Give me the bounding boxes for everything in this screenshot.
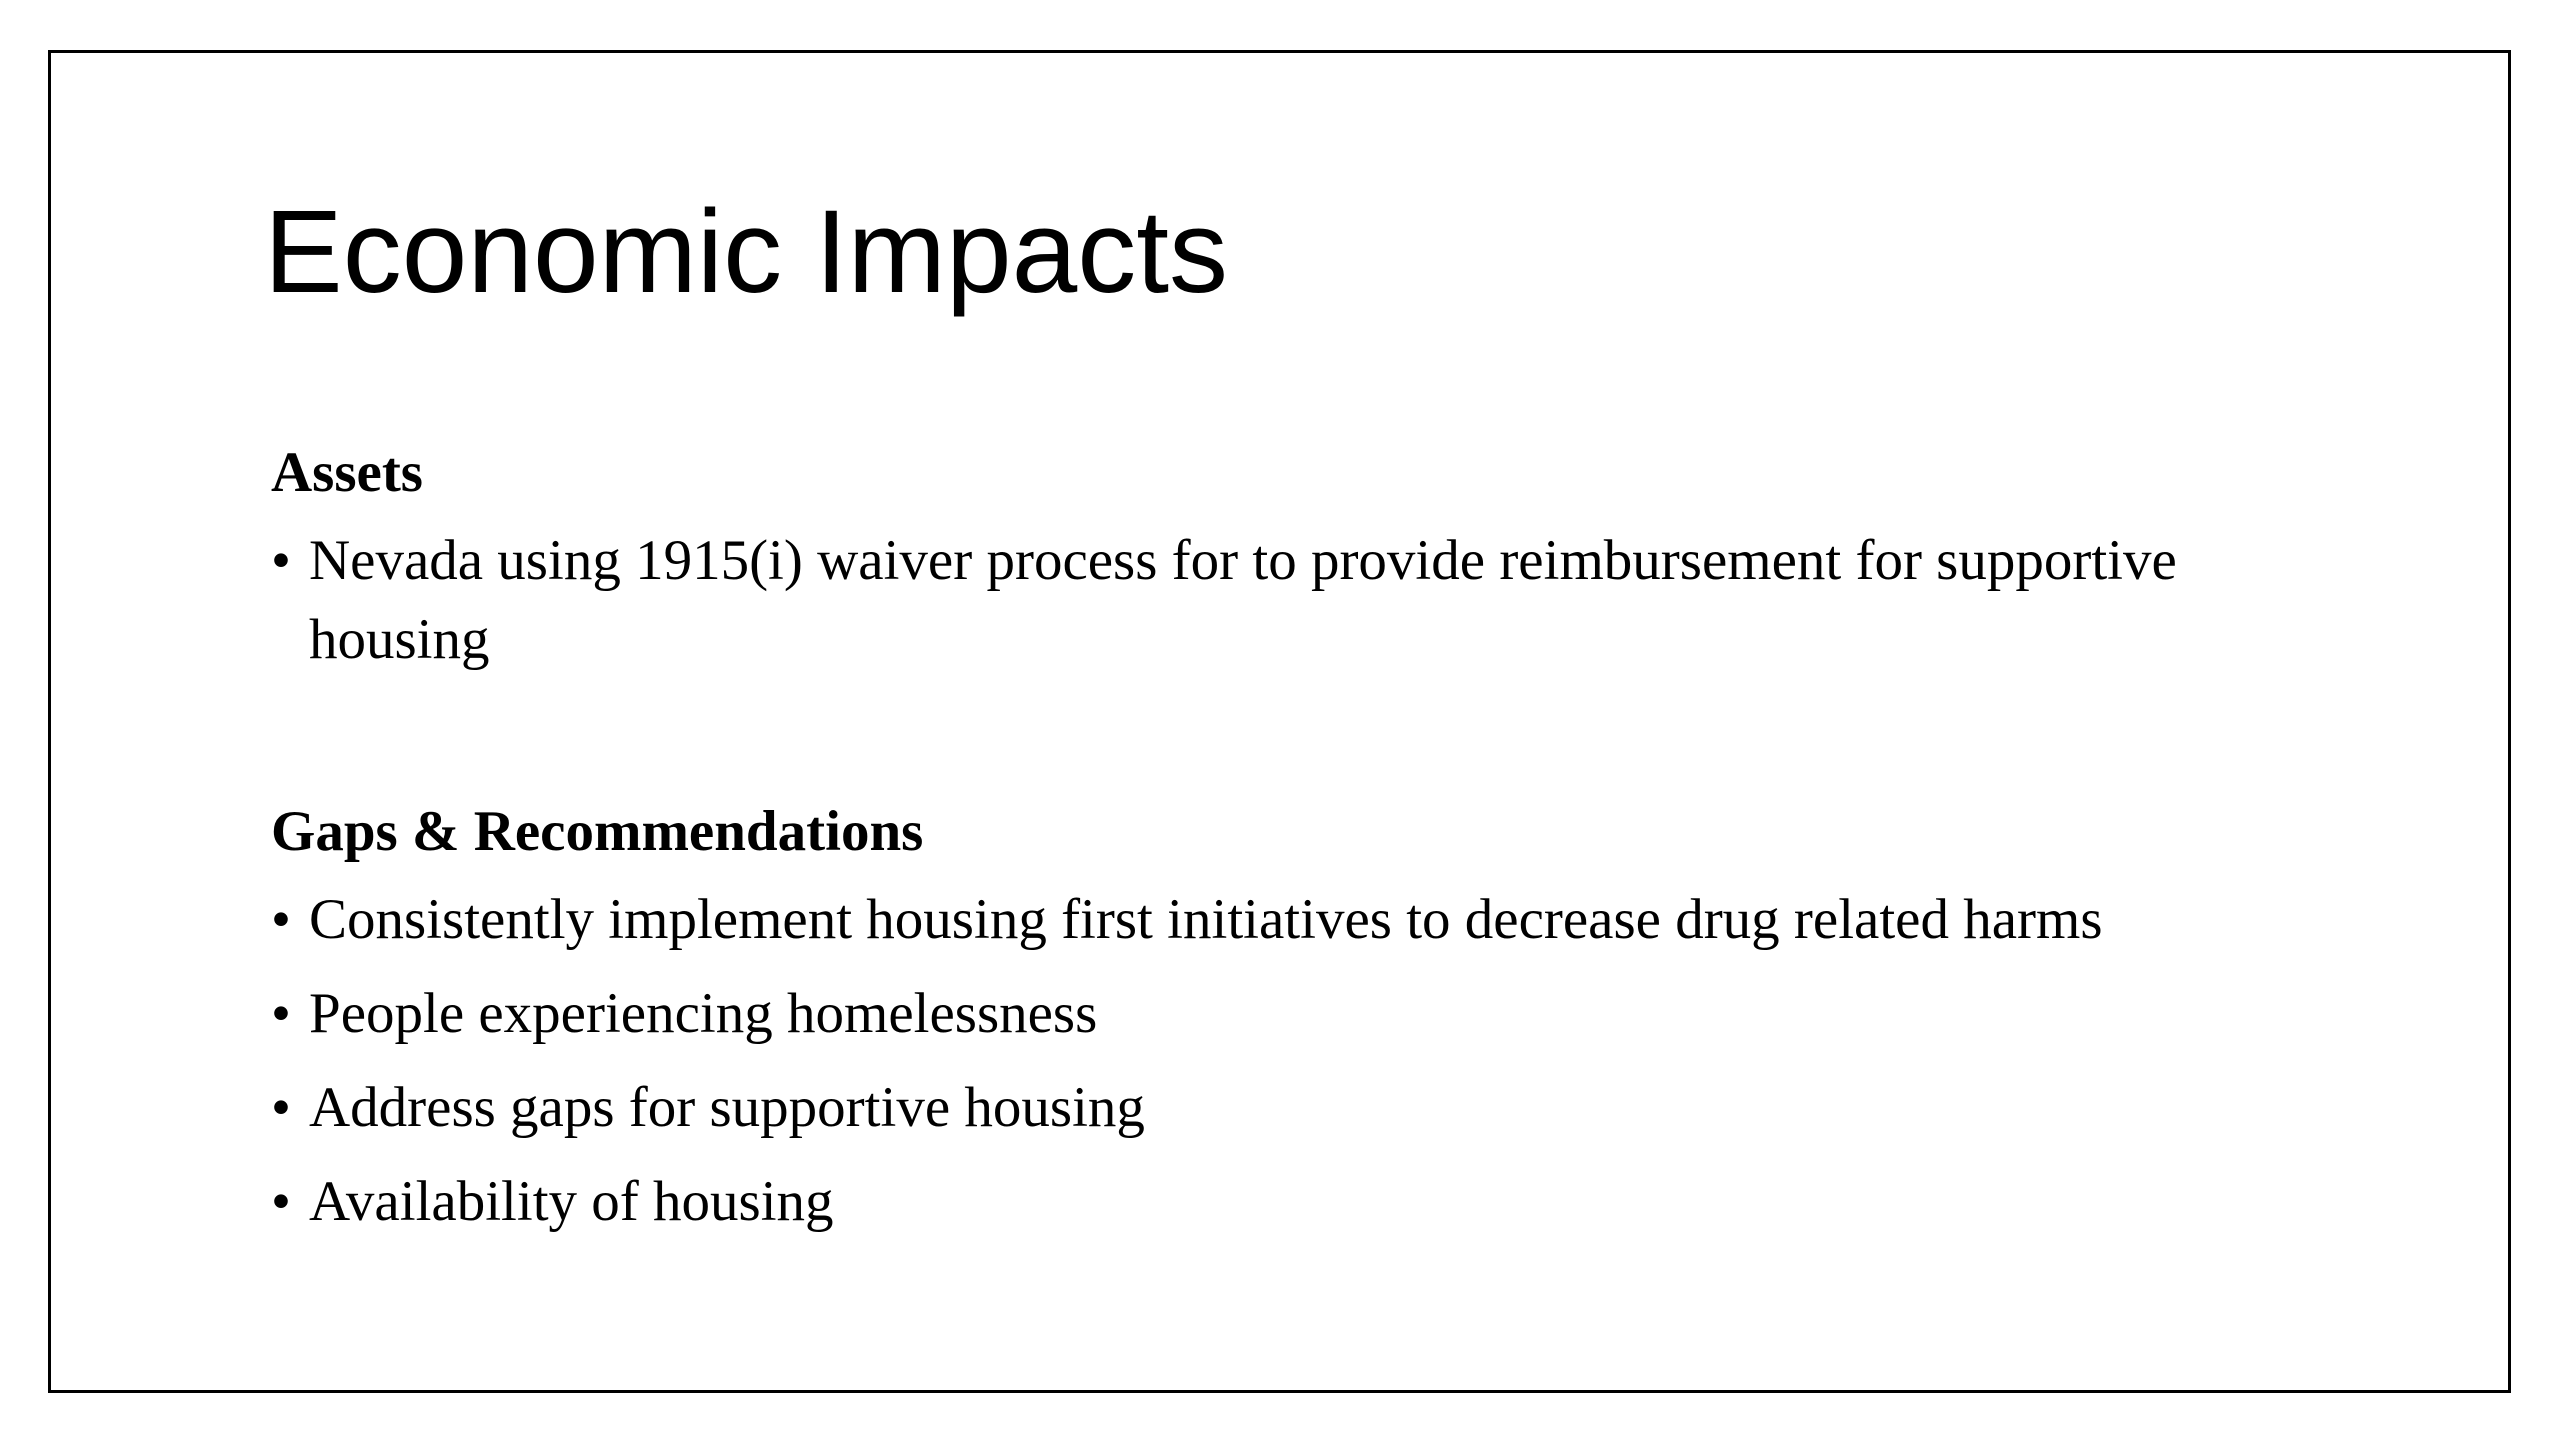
bullet-icon: •	[271, 1170, 291, 1233]
bullet-icon: •	[271, 1076, 291, 1139]
bullet-text: Availability of housing	[309, 1170, 834, 1233]
list-item	[271, 521, 2371, 679]
bullet-icon: •	[271, 529, 291, 592]
section-heading-gaps-recommendations: Gaps & Recommendations	[271, 800, 924, 863]
assets-bullet-list	[271, 521, 2371, 679]
list-item	[271, 880, 2371, 959]
bullet-text: Nevada using 1915(i) waiver process for to provide reimbursement for supportive housing	[309, 529, 2177, 671]
list-item	[271, 1162, 2371, 1241]
bullet-icon: •	[271, 888, 291, 951]
section-spacer	[271, 694, 2371, 792]
list-item	[271, 1068, 2371, 1147]
list-item	[271, 974, 2371, 1053]
bullet-icon: •	[271, 982, 291, 1045]
section-heading-assets: Assets	[271, 441, 423, 504]
bullet-text: People experiencing homelessness	[309, 982, 1098, 1045]
gaps-bullet-list	[271, 880, 2371, 1241]
slide	[48, 50, 2511, 1393]
bullet-text: Address gaps for supportive housing	[309, 1076, 1145, 1139]
slide-title: Economic Impacts	[264, 186, 1228, 318]
bullet-text: Consistently implement housing first initiatives to decrease drug related harms	[309, 888, 2103, 951]
slide-content	[271, 433, 2371, 1256]
